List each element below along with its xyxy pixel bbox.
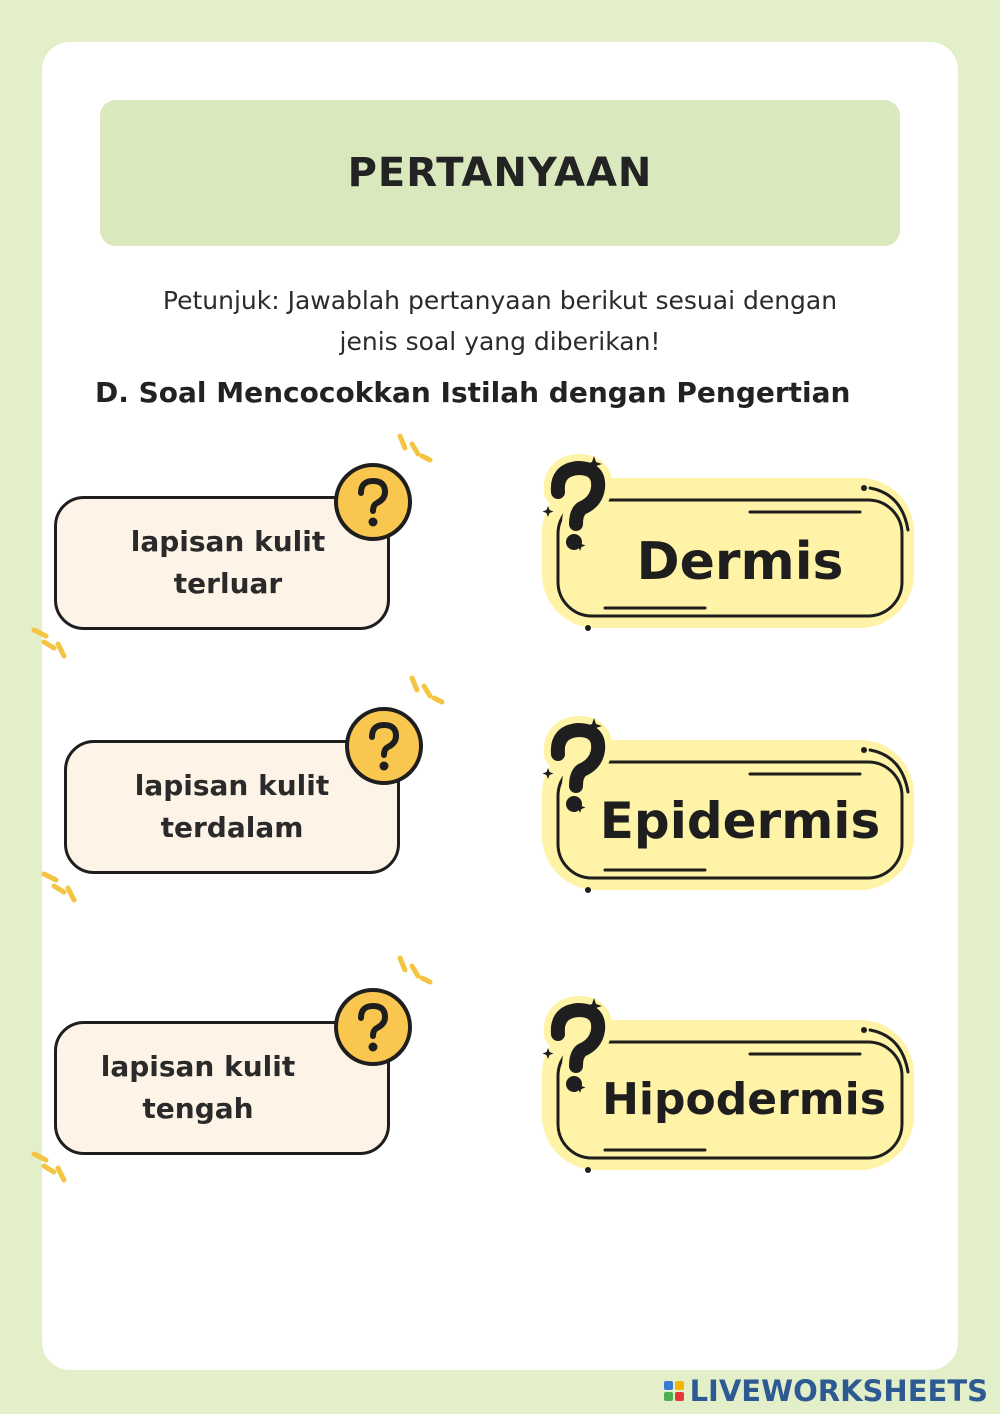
answer-label-1: Dermis (636, 532, 844, 592)
answer-label-3: Hipodermis (602, 1074, 886, 1125)
liveworksheets-logo-icon (664, 1381, 684, 1401)
answer-card-1[interactable] (530, 450, 920, 640)
liveworksheets-logo[interactable] (664, 1374, 988, 1408)
definition-line: lapisan kulit (130, 525, 326, 558)
answer-label-2: Epidermis (599, 792, 881, 850)
definition-line: terluar (173, 567, 283, 600)
instructions-line-2: jenis soal yang diberikan! (339, 327, 661, 356)
sparkle-lines-icon (30, 1142, 80, 1192)
definition-line: terdalam (160, 811, 304, 844)
definition-text-3 (78, 1046, 318, 1130)
footer-brand-text: LIVEWORKSHEETS (689, 1374, 988, 1408)
definition-line: lapisan kulit (100, 1050, 296, 1083)
definition-line: lapisan kulit (134, 769, 330, 802)
question-mark-circle-icon (343, 705, 425, 787)
instructions-line-1: Petunjuk: Jawablah pertanyaan berikut sesuai dengan (162, 286, 838, 315)
section-heading: D. Soal Mencocokkan Istilah dengan Pengertian (95, 376, 851, 409)
definition-text-2 (112, 765, 352, 849)
sparkle-lines-icon (40, 862, 90, 912)
question-mark-circle-icon (332, 461, 414, 543)
answer-card-3[interactable] (530, 992, 920, 1182)
definition-text-1 (108, 521, 348, 605)
sparkle-lines-icon (30, 618, 80, 668)
question-mark-circle-icon (332, 986, 414, 1068)
title-banner (100, 100, 900, 246)
page-title: PERTANYAAN (347, 150, 653, 196)
definition-line: tengah (142, 1092, 254, 1125)
answer-card-2[interactable] (530, 712, 920, 902)
instructions (100, 280, 900, 362)
